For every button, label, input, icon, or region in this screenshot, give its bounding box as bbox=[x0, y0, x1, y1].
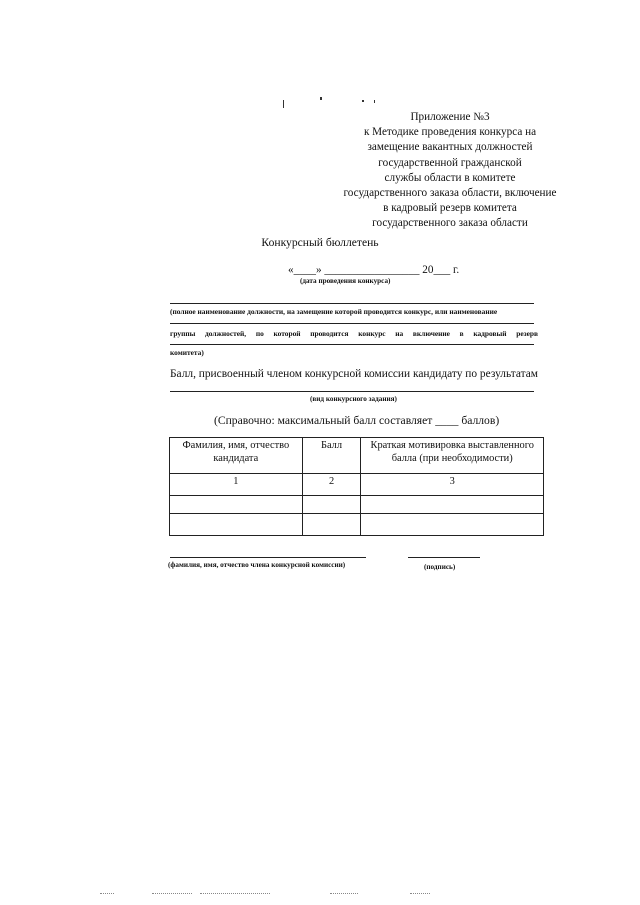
scan-speck bbox=[283, 100, 284, 108]
signature-underline bbox=[408, 557, 480, 558]
annex-line: Приложение №3 bbox=[410, 111, 490, 123]
task-type-caption: (вид конкурсного задания) bbox=[310, 395, 397, 403]
annex-header bbox=[338, 110, 562, 232]
table-cell bbox=[361, 514, 544, 536]
scan-artifact bbox=[100, 893, 114, 894]
table-header-row bbox=[170, 438, 544, 474]
column-number: 1 bbox=[170, 474, 303, 496]
table-cell bbox=[302, 514, 361, 536]
date-field: «____» _________________ 20___ г. bbox=[288, 264, 460, 276]
max-score-reference: (Справочно: максимальный балл составляет ____ баллов) bbox=[214, 414, 500, 427]
header-candidate-name: Фамилия, имя, отчество кандидата bbox=[170, 438, 303, 474]
member-name-caption: (фамилия, имя, отчество члена конкурсной комиссии) bbox=[168, 561, 346, 569]
annex-line: государственного заказа области bbox=[372, 217, 528, 230]
scan-artifact bbox=[152, 893, 192, 894]
member-name-underline bbox=[170, 557, 366, 558]
table-cell bbox=[170, 514, 303, 536]
header-motivation: Краткая мотивировка выставленного балла (при необходимости) bbox=[361, 438, 544, 474]
position-caption-line1: (полное наименование должности, на замещение которой проводится конкурс, или наименование bbox=[170, 307, 498, 316]
position-caption-line3: комитета) bbox=[170, 348, 204, 357]
column-number: 3 bbox=[361, 474, 544, 496]
signature-caption: (подпись) bbox=[424, 563, 456, 571]
table-cell bbox=[361, 496, 544, 514]
annex-line: к Методике проведения конкурса на bbox=[363, 126, 537, 139]
table-cell bbox=[302, 496, 361, 514]
table-cell bbox=[170, 496, 303, 514]
scan-artifact bbox=[330, 893, 358, 894]
document-title: Конкурсный бюллетень bbox=[261, 236, 379, 249]
position-caption-line2: группы должностей, по которой проводится конкурс на включение в кадровый резерв bbox=[170, 329, 538, 338]
scan-artifact bbox=[200, 893, 270, 894]
annex-line: государственного заказа области, включение bbox=[343, 187, 557, 200]
scan-speck bbox=[320, 97, 322, 100]
position-underline bbox=[170, 323, 534, 324]
annex-line: в кадровый резерв комитета bbox=[383, 202, 517, 215]
header-score: Балл bbox=[302, 438, 361, 474]
score-statement: Балл, присвоенный членом конкурсной комиссии кандидату по результатам bbox=[170, 368, 538, 380]
table-row bbox=[170, 496, 544, 514]
table-number-row bbox=[170, 474, 544, 496]
annex-line: замещение вакантных должностей bbox=[367, 141, 533, 154]
table-row bbox=[170, 514, 544, 536]
score-table bbox=[169, 437, 544, 536]
scan-speck bbox=[374, 100, 375, 103]
date-caption: (дата проведения конкурса) bbox=[300, 277, 391, 285]
position-underline bbox=[170, 303, 534, 304]
column-number: 2 bbox=[302, 474, 361, 496]
annex-line: государственной гражданской bbox=[378, 156, 522, 169]
task-type-underline bbox=[170, 391, 534, 392]
position-underline bbox=[170, 344, 534, 345]
annex-line: службы области в комитете bbox=[384, 171, 516, 184]
scan-artifact bbox=[410, 893, 430, 894]
scan-speck bbox=[362, 100, 364, 102]
